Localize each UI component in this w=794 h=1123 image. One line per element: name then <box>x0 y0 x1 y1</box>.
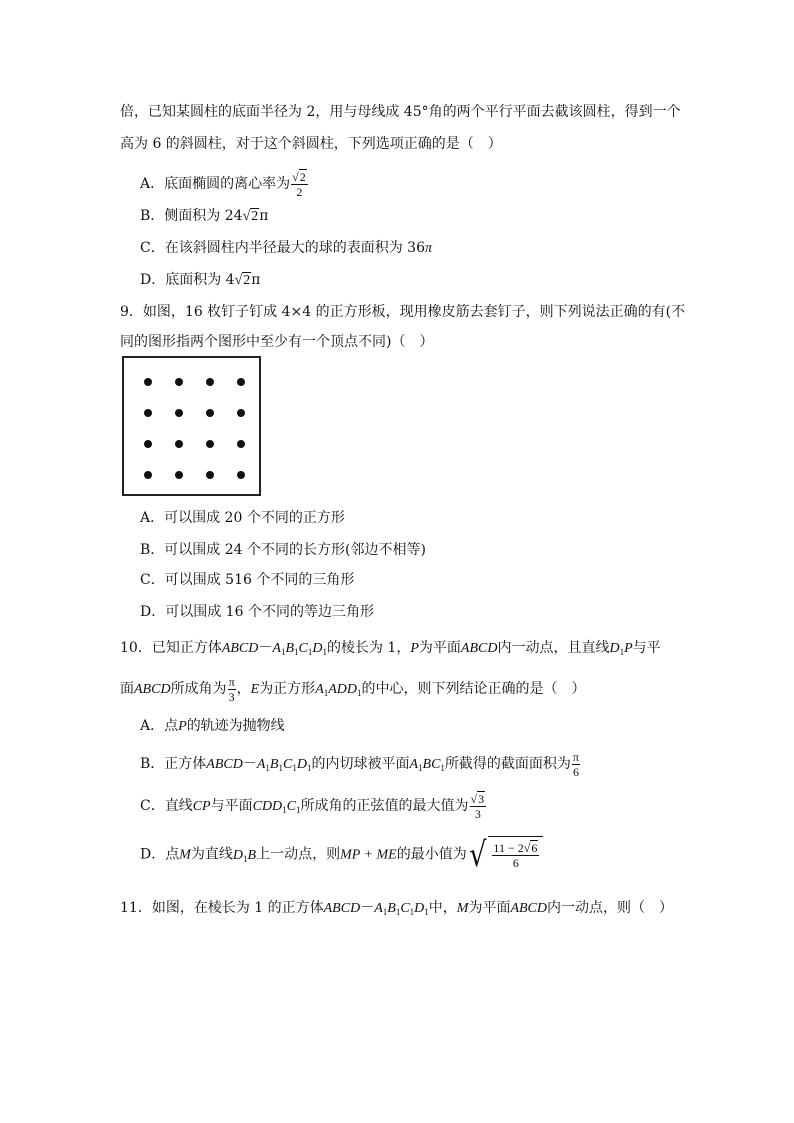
q9-option-a: A．可以围成 20 个不同的正方形 <box>140 510 345 526</box>
cube-top-face: $A_1B_1C_1D_1$ <box>272 641 327 657</box>
nail-dot <box>237 440 245 448</box>
nail-dot <box>175 440 183 448</box>
nail-dot <box>206 378 214 386</box>
nail-dot <box>237 471 245 479</box>
q8-option-c-text: C．在该斜圆柱内半径最大的球的表面积为 36 <box>140 240 425 256</box>
sqrt-icon: √2 <box>292 169 306 184</box>
q10-option-b: B．正方体$ABCD-A_1B_1C_1D_1$的内切球被平面$A_1BC_1$所截得的截面面积为 $\frac{\pi}{6}$ <box>140 749 579 779</box>
q9-line1: 9．如图，16 枚钉子钉成 4×4 的正方形板，现用橡皮筋去套钉子，则下列说法正确的有(不 <box>120 304 686 320</box>
q9-line2: 同的图形指两个图形中至少有一个顶点不同)（ ） <box>120 334 434 350</box>
big-sqrt-icon: √ $\frac{11 - 2√6}{6}$ <box>467 836 544 873</box>
plane-cdd1c1: $CDD_1C_1$ <box>252 799 301 815</box>
pi-symbol: π <box>424 241 432 256</box>
nail-dot <box>144 440 152 448</box>
sqrt-icon: √2 <box>242 209 259 224</box>
q9-option-d: D．可以围成 16 个不同的等边三角形 <box>140 604 374 620</box>
q10-line2: 面ABCD所成角为 $\frac{\pi}{3}$ ，E为正方形$A_1ADD_1$的中心，则下列结论正确的是（ ） <box>120 674 586 704</box>
nail-dot <box>175 471 183 479</box>
q8-option-c <box>140 238 432 259</box>
q9-option-b: B．可以围成 24 个不同的长方形(邻边不相等) <box>140 542 426 558</box>
q11-line1: 11．如图，在棱长为 1 的正方体$ABCD-A_1B_1C_1D_1$中，M为平面ABCD内一动点，则（ ） <box>120 900 674 917</box>
q10-angle-fraction: $\frac{\pi}{3}$ <box>228 674 235 704</box>
q10-b-fraction: $\frac{\pi}{6}$ <box>572 749 579 779</box>
sqrt-icon: √2 <box>234 273 251 288</box>
q8-line2: 高为 6 的斜圆柱，对于这个斜圆柱，下列选项正确的是（ ） <box>120 136 502 152</box>
nail-dot <box>206 440 214 448</box>
q8-option-a-fraction: $\frac{√2}{2}$ <box>292 169 306 199</box>
q8-option-d <box>140 270 260 291</box>
nail-dot <box>175 409 183 417</box>
q8-line1: 倍，已知某圆柱的底面半径为 2，用与母线成 45°角的两个平行平面去截该圆柱，得到一个 <box>120 104 681 120</box>
nail-dot <box>206 471 214 479</box>
q8-option-d-text: D．底面积为 4 <box>140 272 235 288</box>
nail-dot <box>206 409 214 417</box>
nail-board-figure <box>122 356 261 496</box>
line-d1b: $D_1B$ <box>232 847 257 864</box>
q10-option-d: D．点M为直线$D_1B$上一动点，则MP + ME的最小值为√ $\frac{11 - 2√6}{6}$ <box>140 836 543 874</box>
q8-option-a-text: A．底面椭圆的离心率为 <box>140 176 291 192</box>
nail-dot <box>175 378 183 386</box>
pi-symbol: π <box>251 272 261 288</box>
sqrt-icon: √3 <box>470 791 485 806</box>
q10-c-fraction: $\frac{√3}{3}$ <box>470 791 485 821</box>
pi-symbol: π <box>259 208 269 224</box>
line-d1p: $D_1P$ <box>609 641 633 657</box>
nail-dot <box>237 409 245 417</box>
nail-dot <box>144 378 152 386</box>
q10-option-a: A．点P的轨迹为抛物线 <box>140 718 285 734</box>
q8-option-b-text: B．侧面积为 24 <box>140 208 243 224</box>
q9-option-c: C．可以围成 516 个不同的三角形 <box>140 572 355 588</box>
nail-dot <box>144 409 152 417</box>
q10-line1: 10．已知正方体$ABCD-A_1B_1C_1D_1$的棱长为 1，P为平面ABCD内一动点，且直线$D_1P$与平 <box>120 640 661 657</box>
nail-dot <box>144 471 152 479</box>
q8-option-b <box>140 206 268 227</box>
nail-dot <box>237 378 245 386</box>
q10-option-c: C．直线CP与平面$CDD_1C_1$所成角的正弦值的最大值为 $\frac{√3}{3}$ <box>140 791 485 821</box>
square-a1add1: $A_1ADD_1$ <box>315 682 362 698</box>
q8-option-a <box>140 168 309 200</box>
plane-a1bc1: $A_1BC_1$ <box>409 757 445 773</box>
